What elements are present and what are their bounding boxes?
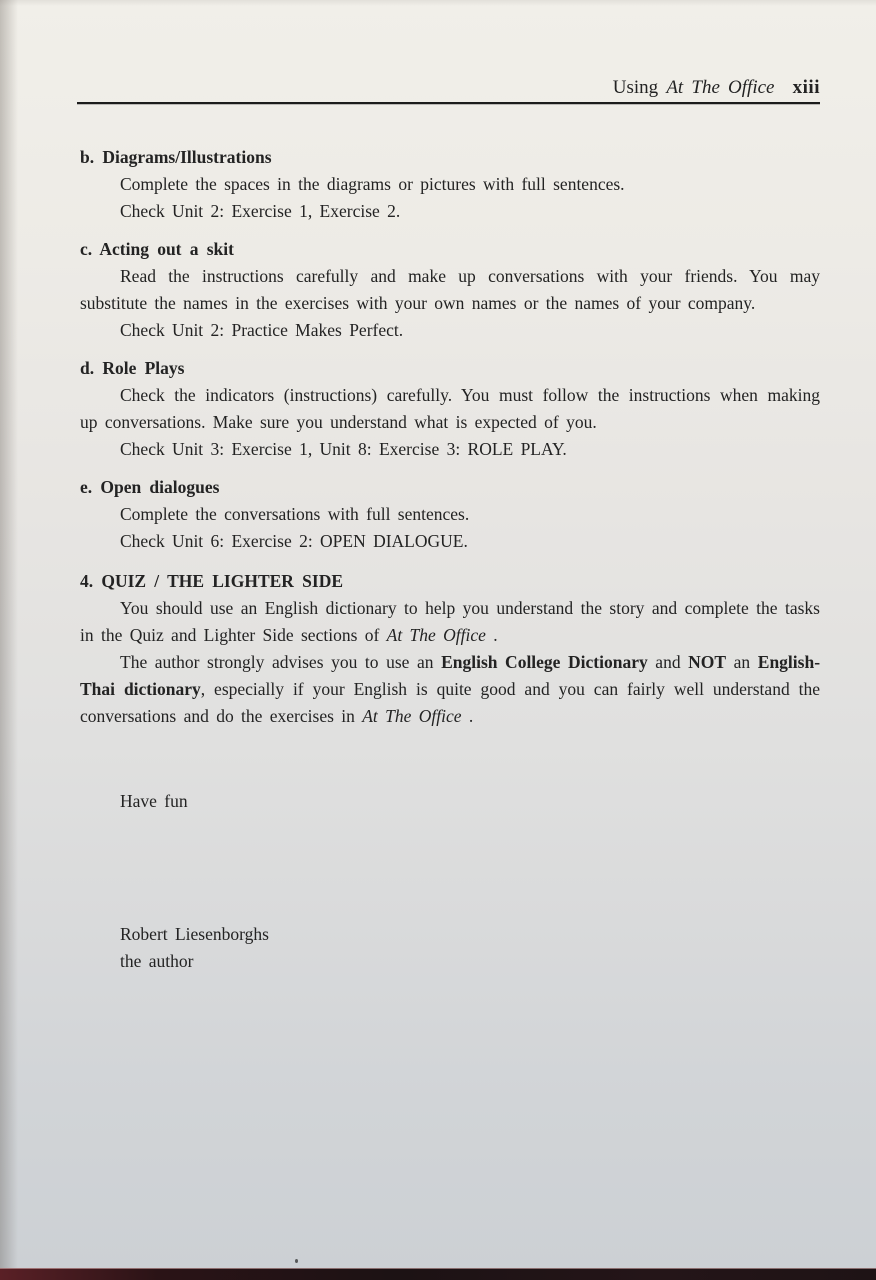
emphasized-text: NOT bbox=[688, 652, 727, 672]
book-edge-bottom bbox=[0, 1268, 876, 1280]
header-rule bbox=[77, 102, 820, 104]
paragraph bbox=[80, 595, 820, 649]
text-run: . bbox=[485, 625, 498, 645]
text-run: Complete the conversations with full sentences. bbox=[120, 504, 470, 524]
text-run: Check Unit 6: Exercise 2: OPEN DIALOGUE. bbox=[120, 531, 468, 551]
text-run: Check the indicators (instructions) carefully. You must follow the instructions when making up conversations. Make sure you understand what is expected of you. bbox=[80, 385, 820, 432]
text-run: The author strongly advises you to use an bbox=[120, 652, 442, 672]
text-run: Check Unit 2: Practice Makes Perfect. bbox=[120, 320, 404, 340]
section-heading: d. Role Plays bbox=[80, 358, 185, 378]
page-body bbox=[80, 144, 820, 975]
book-title-italic: At The Office bbox=[362, 706, 462, 726]
running-header-book-title: At The Office bbox=[666, 77, 775, 98]
section-d bbox=[80, 355, 820, 463]
salutation: Have fun bbox=[120, 791, 188, 811]
text-run: and bbox=[647, 652, 689, 672]
author-block bbox=[80, 921, 820, 975]
author-title: the author bbox=[120, 951, 194, 971]
paragraph bbox=[80, 649, 820, 730]
text-run: , especially if your English is quite good and you can fairly well understand the conversations and do the exercises in bbox=[80, 679, 820, 726]
page-left-shadow bbox=[0, 0, 18, 1280]
indented-line bbox=[80, 171, 820, 198]
text-run: . bbox=[461, 706, 474, 726]
section-c bbox=[80, 236, 820, 344]
running-header-prefix: Using bbox=[612, 77, 659, 98]
indented-line bbox=[80, 198, 820, 225]
section-e bbox=[80, 474, 820, 555]
emphasized-text: English-Thai dictionary bbox=[80, 652, 821, 699]
section-b bbox=[80, 144, 820, 225]
text-run: Check Unit 2: Exercise 1, Exercise 2. bbox=[120, 201, 401, 221]
text-run: Read the instructions carefully and make up conversations with your friends. You may substitute the names in the exercises with your own names or the names of your company. bbox=[80, 266, 820, 313]
page-top-shadow bbox=[0, 0, 876, 6]
book-title-italic: At The Office bbox=[386, 625, 486, 645]
text-run: Check Unit 3: Exercise 1, Unit 8: Exercise 3: ROLE PLAY. bbox=[120, 439, 567, 459]
indented-line bbox=[80, 317, 820, 344]
paragraph bbox=[80, 263, 820, 317]
running-header bbox=[80, 76, 820, 100]
text-run: an bbox=[726, 652, 758, 672]
paragraph bbox=[80, 382, 820, 436]
indented-line bbox=[80, 501, 820, 528]
text-run: Complete the spaces in the diagrams or pictures with full sentences. bbox=[120, 174, 625, 194]
emphasized-text: English College Dictionary bbox=[441, 652, 648, 672]
text-run: You should use an English dictionary to help you understand the story and complete the tasks in the Quiz and Lighter Side sections of bbox=[80, 598, 820, 645]
section-heading: e. Open dialogues bbox=[80, 477, 220, 497]
section-quiz bbox=[80, 568, 820, 730]
section-heading: c. Acting out a skit bbox=[80, 239, 234, 259]
section-heading: b. Diagrams/Illustrations bbox=[80, 147, 272, 167]
section-heading: 4. QUIZ / THE LIGHTER SIDE bbox=[80, 571, 344, 591]
indented-line bbox=[80, 528, 820, 555]
page-number: xiii bbox=[792, 77, 820, 98]
author-name: Robert Liesenborghs bbox=[120, 924, 269, 944]
dust-speck bbox=[295, 1259, 298, 1263]
indented-line bbox=[80, 436, 820, 463]
